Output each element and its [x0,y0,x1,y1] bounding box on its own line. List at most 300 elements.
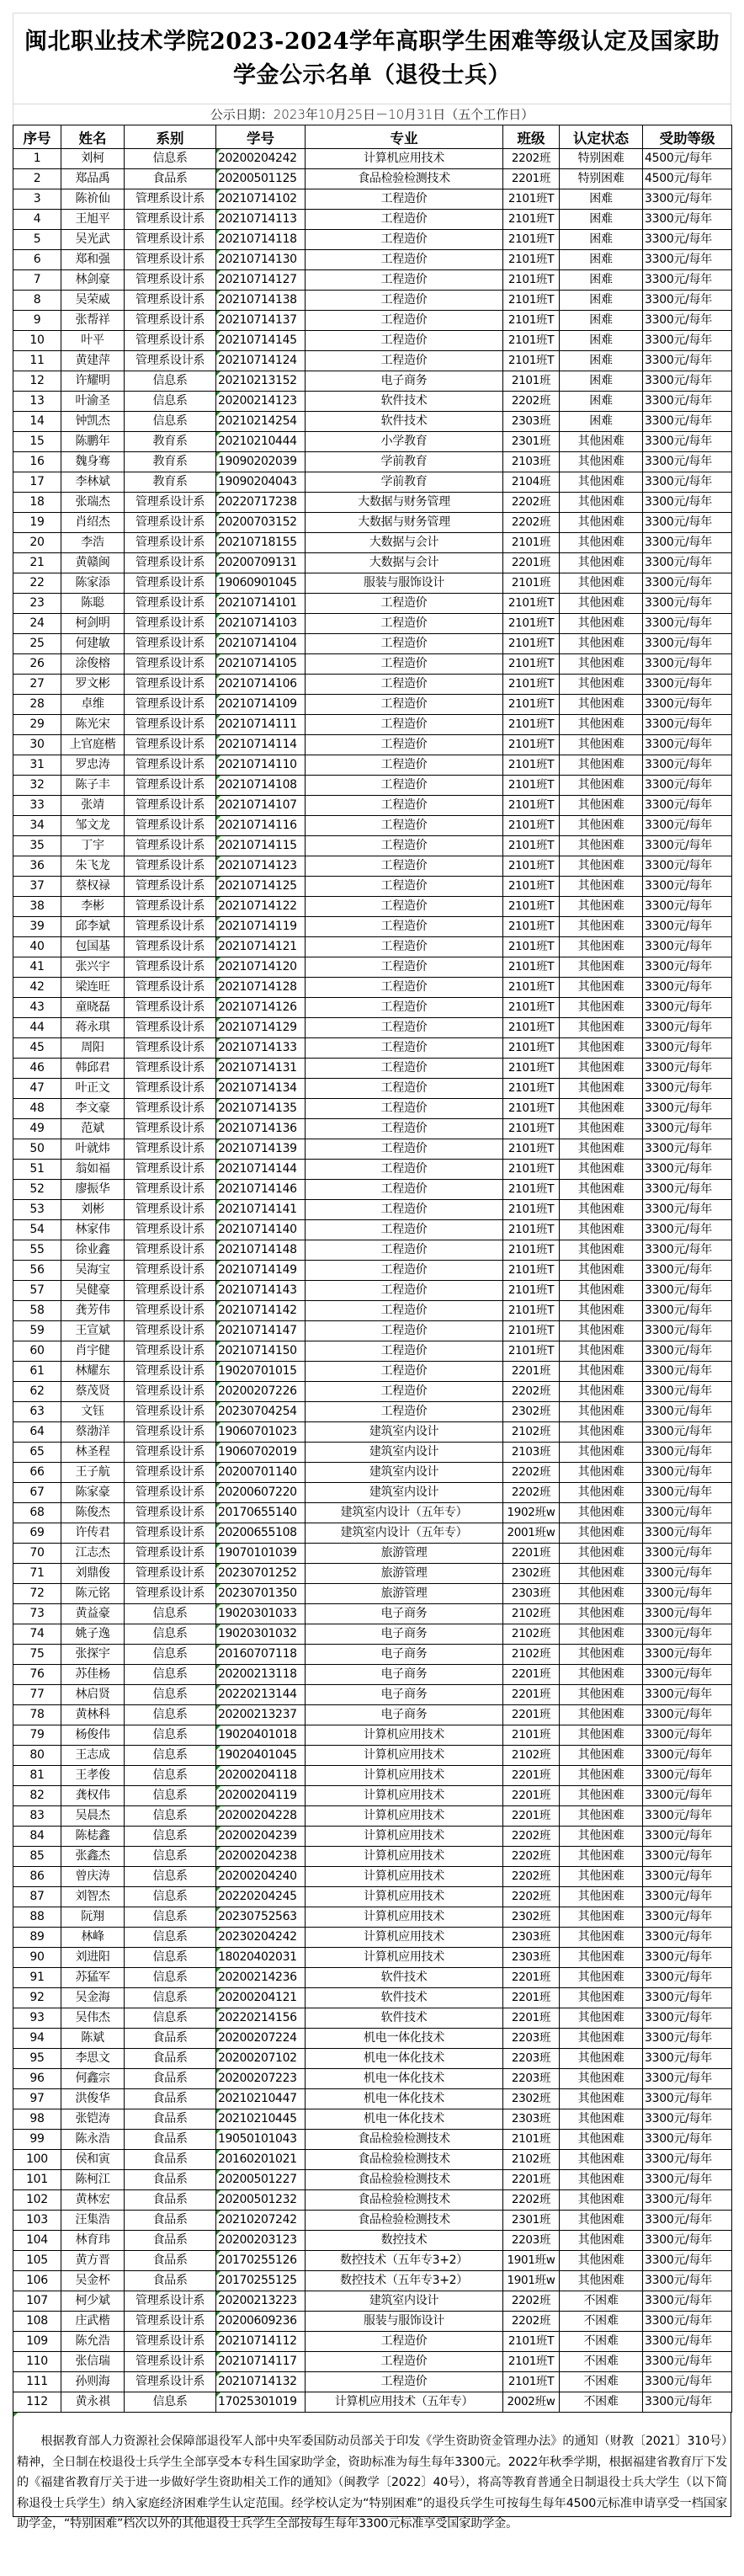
cell-department[interactable]: 管理系设计系 [125,978,216,998]
cell-name[interactable]: 陈光宋 [61,715,125,735]
cell-class[interactable]: 2201班 [503,1362,560,1382]
cell-class[interactable]: 2203班 [503,2231,560,2251]
cell-class[interactable]: 2101班T [503,614,560,634]
cell-major[interactable]: 电子商务 [306,1604,503,1624]
cell-student-id[interactable]: 20220214156 [216,2008,306,2029]
cell-seq[interactable]: 88 [13,1907,61,1928]
cell-aid-level[interactable]: 3300元/每年 [643,513,732,533]
cell-student-id[interactable]: 20200213237 [216,1705,306,1725]
cell-class[interactable]: 2202班 [503,149,560,169]
cell-student-id[interactable]: 20210714134 [216,1079,306,1099]
cell-status[interactable]: 其他困难 [560,1119,643,1139]
cell-seq[interactable]: 76 [13,1665,61,1685]
cell-class[interactable]: 2101班 [503,2130,560,2150]
cell-status[interactable]: 不困难 [560,2291,643,2312]
cell-aid-level[interactable]: 3300元/每年 [643,735,732,755]
cell-student-id[interactable]: 20230701252 [216,1564,306,1584]
cell-aid-level[interactable]: 4500元/每年 [643,169,732,189]
cell-status[interactable]: 其他困难 [560,1382,643,1402]
cell-aid-level[interactable]: 3300元/每年 [643,776,732,796]
cell-seq[interactable]: 8 [13,291,61,311]
cell-name[interactable]: 郑和强 [61,250,125,270]
cell-aid-level[interactable]: 3300元/每年 [643,2130,732,2150]
cell-major[interactable]: 软件技术 [306,1968,503,1988]
cell-department[interactable]: 管理系设计系 [125,1443,216,1463]
cell-department[interactable]: 管理系设计系 [125,2332,216,2352]
cell-seq[interactable]: 16 [13,452,61,472]
cell-class[interactable]: 2101班T [503,695,560,715]
cell-status[interactable]: 其他困难 [560,1099,643,1119]
cell-name[interactable]: 李浩 [61,533,125,553]
cell-department[interactable]: 信息系 [125,1766,216,1786]
cell-major[interactable]: 计算机应用技术 [306,1746,503,1766]
cell-student-id[interactable]: 19020301032 [216,1624,306,1645]
cell-status[interactable]: 其他困难 [560,1523,643,1544]
cell-name[interactable]: 林耀东 [61,1362,125,1382]
cell-seq[interactable]: 69 [13,1523,61,1544]
cell-seq[interactable]: 25 [13,634,61,654]
cell-student-id[interactable]: 20210210447 [216,2089,306,2109]
cell-department[interactable]: 信息系 [125,1604,216,1624]
cell-seq[interactable]: 91 [13,1968,61,1988]
cell-status[interactable]: 其他困难 [560,2211,643,2231]
cell-department[interactable]: 管理系设计系 [125,1503,216,1523]
cell-major[interactable]: 食品检验检测技术 [306,169,503,189]
cell-department[interactable]: 管理系设计系 [125,1261,216,1281]
cell-status[interactable]: 其他困难 [560,1240,643,1261]
cell-name[interactable]: 魏身骞 [61,452,125,472]
cell-status[interactable]: 其他困难 [560,1867,643,1887]
cell-status[interactable]: 其他困难 [560,1443,643,1463]
cell-major[interactable]: 工程造价 [306,998,503,1018]
cell-name[interactable]: 黄建萍 [61,351,125,371]
cell-aid-level[interactable]: 3300元/每年 [643,1665,732,1685]
cell-student-id[interactable]: 20210714118 [216,230,306,250]
cell-aid-level[interactable]: 3300元/每年 [643,1200,732,1220]
cell-department[interactable]: 信息系 [125,1806,216,1827]
cell-student-id[interactable]: 20210213152 [216,371,306,392]
cell-class[interactable]: 2101班T [503,2352,560,2372]
cell-student-id[interactable]: 20210714126 [216,998,306,1018]
cell-seq[interactable]: 109 [13,2332,61,2352]
cell-seq[interactable]: 61 [13,1362,61,1382]
cell-name[interactable]: 李彬 [61,897,125,917]
cell-class[interactable]: 2101班T [503,594,560,614]
cell-name[interactable]: 徐业鑫 [61,1240,125,1261]
cell-department[interactable]: 管理系设计系 [125,2372,216,2392]
cell-student-id[interactable]: 20210714108 [216,776,306,796]
cell-class[interactable]: 2101班T [503,978,560,998]
cell-name[interactable]: 林剑豪 [61,270,125,291]
cell-class[interactable]: 2101班T [503,1139,560,1160]
cell-major[interactable]: 电子商务 [306,371,503,392]
cell-class[interactable]: 2201班 [503,553,560,573]
cell-aid-level[interactable]: 3300元/每年 [643,917,732,937]
cell-major[interactable]: 工程造价 [306,2352,503,2372]
cell-aid-level[interactable]: 3300元/每年 [643,957,732,978]
cell-class[interactable]: 2001班w [503,1523,560,1544]
cell-name[interactable]: 张帮祥 [61,311,125,331]
cell-department[interactable]: 管理系设计系 [125,1099,216,1119]
cell-aid-level[interactable]: 3300元/每年 [643,1705,732,1725]
cell-class[interactable]: 2101班T [503,1200,560,1220]
cell-major[interactable]: 大数据与会计 [306,553,503,573]
cell-department[interactable]: 食品系 [125,2049,216,2069]
cell-seq[interactable]: 64 [13,1422,61,1443]
cell-department[interactable]: 管理系设计系 [125,917,216,937]
cell-major[interactable]: 工程造价 [306,1099,503,1119]
cell-status[interactable]: 其他困难 [560,1584,643,1604]
cell-class[interactable]: 2101班T [503,1220,560,1240]
cell-status[interactable]: 困难 [560,189,643,210]
cell-student-id[interactable]: 20210714135 [216,1099,306,1119]
cell-student-id[interactable]: 20210714119 [216,917,306,937]
cell-status[interactable]: 特别困难 [560,169,643,189]
cell-student-id[interactable]: 19020401045 [216,1746,306,1766]
cell-major[interactable]: 工程造价 [306,1301,503,1321]
cell-status[interactable]: 特别困难 [560,149,643,169]
cell-status[interactable]: 其他困难 [560,2109,643,2130]
cell-aid-level[interactable]: 3300元/每年 [643,1038,732,1059]
cell-class[interactable]: 2202班 [503,493,560,513]
cell-status[interactable]: 其他困难 [560,2231,643,2251]
cell-major[interactable]: 计算机应用技术 [306,1948,503,1968]
cell-name[interactable]: 肖绍杰 [61,513,125,533]
cell-department[interactable]: 管理系设计系 [125,1139,216,1160]
cell-aid-level[interactable]: 3300元/每年 [643,1604,732,1624]
cell-seq[interactable]: 9 [13,311,61,331]
cell-department[interactable]: 信息系 [125,149,216,169]
cell-status[interactable]: 不困难 [560,2352,643,2372]
cell-major[interactable]: 大数据与财务管理 [306,493,503,513]
cell-class[interactable]: 2201班 [503,1968,560,1988]
cell-aid-level[interactable]: 3300元/每年 [643,533,732,553]
cell-seq[interactable]: 105 [13,2251,61,2271]
cell-department[interactable]: 管理系设计系 [125,250,216,270]
cell-name[interactable]: 陈家添 [61,573,125,594]
cell-aid-level[interactable]: 3300元/每年 [643,836,732,856]
cell-department[interactable]: 信息系 [125,1645,216,1665]
cell-major[interactable]: 工程造价 [306,856,503,877]
cell-department[interactable]: 信息系 [125,1887,216,1907]
cell-major[interactable]: 工程造价 [306,1382,503,1402]
cell-status[interactable]: 其他困难 [560,654,643,675]
cell-department[interactable]: 管理系设计系 [125,1523,216,1544]
cell-aid-level[interactable]: 3300元/每年 [643,1160,732,1180]
cell-department[interactable]: 管理系设计系 [125,1018,216,1038]
cell-class[interactable]: 2202班 [503,392,560,412]
cell-major[interactable]: 电子商务 [306,1705,503,1725]
cell-status[interactable]: 其他困难 [560,796,643,816]
cell-aid-level[interactable]: 3300元/每年 [643,2109,732,2130]
cell-class[interactable]: 2202班 [503,1887,560,1907]
cell-name[interactable]: 丁宇 [61,836,125,856]
cell-class[interactable]: 2101班T [503,1261,560,1281]
cell-major[interactable]: 建筑室内设计（五年专） [306,1503,503,1523]
cell-aid-level[interactable]: 3300元/每年 [643,715,732,735]
cell-seq[interactable]: 6 [13,250,61,270]
cell-student-id[interactable]: 19050101043 [216,2130,306,2150]
cell-seq[interactable]: 17 [13,472,61,493]
cell-class[interactable]: 2101班T [503,1079,560,1099]
cell-status[interactable]: 其他困难 [560,1806,643,1827]
cell-name[interactable]: 王宣斌 [61,1321,125,1341]
cell-student-id[interactable]: 20210714125 [216,877,306,897]
cell-class[interactable]: 2202班 [503,2190,560,2211]
cell-status[interactable]: 其他困难 [560,1321,643,1341]
cell-class[interactable]: 2201班 [503,1988,560,2008]
cell-class[interactable]: 2303班 [503,1584,560,1604]
cell-name[interactable]: 蔡茂贤 [61,1382,125,1402]
cell-name[interactable]: 叶平 [61,331,125,351]
cell-seq[interactable]: 63 [13,1402,61,1422]
cell-department[interactable]: 管理系设计系 [125,634,216,654]
cell-department[interactable]: 管理系设计系 [125,695,216,715]
cell-status[interactable]: 其他困难 [560,2150,643,2170]
cell-class[interactable]: 2101班T [503,998,560,1018]
cell-major[interactable]: 工程造价 [306,1180,503,1200]
cell-status[interactable]: 其他困难 [560,452,643,472]
cell-status[interactable]: 其他困难 [560,493,643,513]
cell-aid-level[interactable]: 3300元/每年 [643,1968,732,1988]
cell-name[interactable]: 苏佳杨 [61,1665,125,1685]
cell-student-id[interactable]: 20210714140 [216,1220,306,1240]
cell-student-id[interactable]: 20210714139 [216,1139,306,1160]
cell-aid-level[interactable]: 3300元/每年 [643,1786,732,1806]
cell-status[interactable]: 其他困难 [560,2271,643,2291]
cell-seq[interactable]: 66 [13,1463,61,1483]
cell-aid-level[interactable]: 3300元/每年 [643,978,732,998]
cell-department[interactable]: 信息系 [125,1786,216,1806]
cell-major[interactable]: 工程造价 [306,250,503,270]
cell-status[interactable]: 困难 [560,311,643,331]
cell-aid-level[interactable]: 3300元/每年 [643,1382,732,1402]
cell-aid-level[interactable]: 3300元/每年 [643,2069,732,2089]
cell-student-id[interactable]: 20210714128 [216,978,306,998]
cell-student-id[interactable]: 19070101039 [216,1544,306,1564]
cell-status[interactable]: 不困难 [560,2372,643,2392]
cell-name[interactable]: 黄益豪 [61,1604,125,1624]
cell-department[interactable]: 管理系设计系 [125,897,216,917]
cell-major[interactable]: 计算机应用技术 [306,1786,503,1806]
cell-name[interactable]: 韩邱君 [61,1059,125,1079]
cell-status[interactable]: 其他困难 [560,1200,643,1220]
cell-seq[interactable]: 108 [13,2312,61,2332]
cell-name[interactable]: 陈允浩 [61,2332,125,2352]
cell-aid-level[interactable]: 3300元/每年 [643,1887,732,1907]
cell-seq[interactable]: 111 [13,2372,61,2392]
cell-department[interactable]: 食品系 [125,2109,216,2130]
cell-department[interactable]: 食品系 [125,2211,216,2231]
cell-class[interactable]: 2104班 [503,472,560,493]
cell-class[interactable]: 2201班 [503,2170,560,2190]
cell-aid-level[interactable]: 3300元/每年 [643,654,732,675]
cell-aid-level[interactable]: 3300元/每年 [643,1240,732,1261]
cell-status[interactable]: 其他困难 [560,1847,643,1867]
cell-major[interactable]: 工程造价 [306,1341,503,1362]
cell-student-id[interactable]: 20200204240 [216,1867,306,1887]
cell-status[interactable]: 其他困难 [560,998,643,1018]
cell-department[interactable]: 管理系设计系 [125,1341,216,1362]
cell-major[interactable]: 建筑室内设计 [306,1483,503,1503]
cell-aid-level[interactable]: 3300元/每年 [643,1503,732,1523]
cell-status[interactable]: 其他困难 [560,675,643,695]
cell-student-id[interactable]: 20200204242 [216,149,306,169]
cell-class[interactable]: 2101班T [503,1059,560,1079]
cell-student-id[interactable]: 20210714114 [216,735,306,755]
cell-major[interactable]: 服装与服饰设计 [306,2312,503,2332]
cell-class[interactable]: 2202班 [503,1382,560,1402]
cell-student-id[interactable]: 20200214123 [216,392,306,412]
cell-aid-level[interactable]: 3300元/每年 [643,816,732,836]
cell-aid-level[interactable]: 3300元/每年 [643,351,732,371]
cell-aid-level[interactable]: 3300元/每年 [643,1079,732,1099]
cell-aid-level[interactable]: 3300元/每年 [643,493,732,513]
cell-name[interactable]: 曾庆涛 [61,1867,125,1887]
cell-name[interactable]: 陈祄仙 [61,189,125,210]
cell-status[interactable]: 其他困难 [560,1786,643,1806]
cell-seq[interactable]: 49 [13,1119,61,1139]
cell-name[interactable]: 叶正文 [61,1079,125,1099]
cell-department[interactable]: 教育系 [125,472,216,493]
cell-status[interactable]: 其他困难 [560,1604,643,1624]
cell-student-id[interactable]: 20210714117 [216,2352,306,2372]
cell-aid-level[interactable]: 3300元/每年 [643,1402,732,1422]
cell-major[interactable]: 工程造价 [306,614,503,634]
cell-name[interactable]: 刘柯 [61,149,125,169]
cell-status[interactable]: 困难 [560,412,643,432]
cell-class[interactable]: 2101班T [503,796,560,816]
cell-student-id[interactable]: 20210714102 [216,189,306,210]
cell-aid-level[interactable]: 3300元/每年 [643,1564,732,1584]
cell-seq[interactable]: 96 [13,2069,61,2089]
cell-name[interactable]: 罗忠涛 [61,755,125,776]
cell-class[interactable]: 2202班 [503,1463,560,1483]
cell-student-id[interactable]: 20210714137 [216,311,306,331]
cell-student-id[interactable]: 20210718155 [216,533,306,553]
cell-class[interactable]: 2101班 [503,533,560,553]
cell-major[interactable]: 食品检验检测技术 [306,2150,503,2170]
cell-name[interactable]: 许传君 [61,1523,125,1544]
cell-major[interactable]: 工程造价 [306,2372,503,2392]
cell-status[interactable]: 其他困难 [560,2130,643,2150]
cell-seq[interactable]: 62 [13,1382,61,1402]
cell-major[interactable]: 工程造价 [306,351,503,371]
cell-major[interactable]: 大数据与会计 [306,533,503,553]
cell-class[interactable]: 1901班w [503,2251,560,2271]
cell-seq[interactable]: 44 [13,1018,61,1038]
cell-status[interactable]: 困难 [560,392,643,412]
cell-aid-level[interactable]: 3300元/每年 [643,250,732,270]
cell-class[interactable]: 2303班 [503,412,560,432]
cell-department[interactable]: 管理系设计系 [125,1301,216,1321]
cell-aid-level[interactable]: 3300元/每年 [643,1139,732,1160]
cell-status[interactable]: 其他困难 [560,816,643,836]
cell-major[interactable]: 电子商务 [306,1665,503,1685]
cell-aid-level[interactable]: 3300元/每年 [643,2271,732,2291]
cell-aid-level[interactable]: 3300元/每年 [643,1220,732,1240]
cell-name[interactable]: 林启贤 [61,1685,125,1705]
cell-student-id[interactable]: 20210714106 [216,675,306,695]
cell-status[interactable]: 其他困难 [560,776,643,796]
cell-name[interactable]: 阮翔 [61,1907,125,1928]
cell-department[interactable]: 管理系设计系 [125,2352,216,2372]
cell-aid-level[interactable]: 3300元/每年 [643,1301,732,1321]
cell-major[interactable]: 软件技术 [306,1988,503,2008]
cell-student-id[interactable]: 20210714132 [216,2372,306,2392]
cell-major[interactable]: 电子商务 [306,1624,503,1645]
cell-seq[interactable]: 80 [13,1746,61,1766]
cell-major[interactable]: 工程造价 [306,1200,503,1220]
cell-student-id[interactable]: 20170655140 [216,1503,306,1523]
cell-seq[interactable]: 81 [13,1766,61,1786]
cell-student-id[interactable]: 20170255126 [216,2251,306,2271]
cell-major[interactable]: 工程造价 [306,1281,503,1301]
cell-student-id[interactable]: 20200204239 [216,1827,306,1847]
cell-status[interactable]: 其他困难 [560,1907,643,1928]
cell-name[interactable]: 卓维 [61,695,125,715]
cell-major[interactable]: 工程造价 [306,816,503,836]
cell-status[interactable]: 不困难 [560,2392,643,2413]
cell-status[interactable]: 其他困难 [560,2029,643,2049]
cell-name[interactable]: 黄方晋 [61,2251,125,2271]
cell-status[interactable]: 其他困难 [560,1766,643,1786]
cell-department[interactable]: 管理系设计系 [125,270,216,291]
cell-department[interactable]: 管理系设计系 [125,513,216,533]
cell-class[interactable]: 2101班T [503,715,560,735]
cell-status[interactable]: 其他困难 [560,755,643,776]
cell-aid-level[interactable]: 3300元/每年 [643,1119,732,1139]
cell-seq[interactable]: 35 [13,836,61,856]
cell-class[interactable]: 2301班 [503,2211,560,2231]
cell-status[interactable]: 其他困难 [560,1402,643,1422]
cell-class[interactable]: 2101班T [503,634,560,654]
cell-department[interactable]: 管理系设计系 [125,957,216,978]
cell-seq[interactable]: 107 [13,2291,61,2312]
cell-name[interactable]: 庄武楷 [61,2312,125,2332]
cell-name[interactable]: 陈永浩 [61,2130,125,2150]
cell-major[interactable]: 数控技术 [306,2231,503,2251]
cell-class[interactable]: 2101班T [503,1018,560,1038]
cell-status[interactable]: 其他困难 [560,917,643,937]
cell-status[interactable]: 其他困难 [560,1139,643,1160]
cell-department[interactable]: 信息系 [125,2392,216,2413]
cell-seq[interactable]: 50 [13,1139,61,1160]
cell-major[interactable]: 数控技术（五年专3+2） [306,2251,503,2271]
cell-class[interactable]: 2201班 [503,169,560,189]
cell-class[interactable]: 2201班 [503,2008,560,2029]
cell-name[interactable]: 陈俊杰 [61,1503,125,1523]
cell-aid-level[interactable]: 3300元/每年 [643,1827,732,1847]
cell-aid-level[interactable]: 3300元/每年 [643,1261,732,1281]
cell-status[interactable]: 其他困难 [560,1301,643,1321]
cell-name[interactable]: 林圣程 [61,1443,125,1463]
cell-seq[interactable]: 22 [13,573,61,594]
cell-seq[interactable]: 103 [13,2211,61,2231]
cell-major[interactable]: 计算机应用技术 [306,1847,503,1867]
cell-student-id[interactable]: 20210714104 [216,634,306,654]
cell-status[interactable]: 其他困难 [560,1038,643,1059]
cell-department[interactable]: 管理系设计系 [125,2312,216,2332]
cell-class[interactable]: 2102班 [503,1624,560,1645]
cell-aid-level[interactable]: 3300元/每年 [643,1847,732,1867]
cell-aid-level[interactable]: 4500元/每年 [643,149,732,169]
cell-student-id[interactable]: 20210714103 [216,614,306,634]
cell-department[interactable]: 管理系设计系 [125,1584,216,1604]
cell-student-id[interactable]: 20160707118 [216,1645,306,1665]
cell-aid-level[interactable]: 3300元/每年 [643,1645,732,1665]
cell-name[interactable]: 刘彬 [61,1200,125,1220]
